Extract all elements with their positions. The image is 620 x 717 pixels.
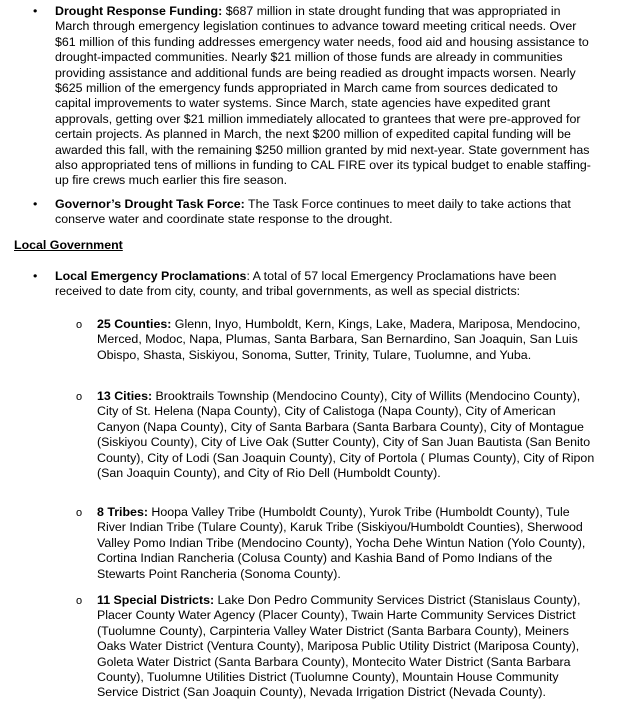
item-title: 8 Tribes: xyxy=(97,505,148,519)
circle-bullet-marker: o xyxy=(76,595,83,607)
item-body: Lake Don Pedro Community Services District (Stanislaus County), Placer County Water Agency (Placer County), Twain Harte Community Services District (Tuolumne County), Carpinteria Valley Water District (Santa Barbara County), Meiners Oaks Water District (Ventura County), Mariposa Public Utility District (Mariposa County), Goleta Water District (Santa Barbara County), Montecito Water District (Santa Barbara County), Tuolumne Utilities District (Tuolumne County), Mountain House Community Service District (San Joaquin County), Nevada Irrigation District (Nevada County). xyxy=(97,593,581,700)
circle-bullet-marker: o xyxy=(76,319,83,331)
bullet-marker: • xyxy=(33,4,38,18)
special-districts-list-item xyxy=(97,593,597,701)
item-title: 11 Special Districts: xyxy=(97,593,215,607)
drought-task-force-item xyxy=(55,197,595,228)
item-title: Drought Response Funding: xyxy=(55,4,223,18)
circle-bullet-marker: o xyxy=(76,391,83,403)
section-heading-local-government: Local Government xyxy=(14,238,123,252)
item-body: Brooktrails Township (Mendocino County), City of Willits (Mendocino County), City of St. Helena (Napa County), City of Calistoga (Napa County), City of American Canyon (Napa County), City of Santa Barbara (Santa Barbara County), City of Montague (Siskiyou County), City of Live Oak (Sutter County), City of San Juan Bautista (San Benito County), City of Lodi (San Joaquin County), City of Portola ( Plumas County), City of Ripon (San Joaquin County), and City of Rio Dell (Humboldt County). xyxy=(97,389,595,481)
counties-list-item xyxy=(97,317,597,363)
item-title: 25 Counties: xyxy=(97,317,172,331)
item-body: $687 million in state drought funding that was appropriated in March through emergency legislation continues to advance toward meeting critical needs. Over $61 million of this funding addresses emergency water needs, food aid and housing assistance to drought-impacted communities. Nearly $21 million of those funds are already in communities providing assistance and additional funds are being readied as drought impacts worsen. Nearly $625 million of the emergency funds appropriated in March came from sources dedicated to capital improvements to water systems. Since March, state agencies have expedited grant approvals, getting over $21 million immediately allocated to grantees that were pre-approved for certain projects. As planned in March, the next $200 million of expedited capital funding will be awarded this fall, with the remaining $250 million granted by mid next-year. State government has also appropriated tens of millions in funding to CAL FIRE over its typical budget to enable staffing-up fire crews much earlier this fire season. xyxy=(55,4,591,188)
drought-response-funding-item xyxy=(55,4,595,189)
tribes-list-item xyxy=(97,505,597,582)
bullet-marker: • xyxy=(33,197,38,211)
item-title: 13 Cities: xyxy=(97,389,153,403)
local-emergency-proclamations-item xyxy=(55,269,595,300)
circle-bullet-marker: o xyxy=(76,507,83,519)
item-body: Hoopa Valley Tribe (Humboldt County), Yurok Tribe (Humboldt County), Tule River Indian Tribe (Tulare County), Karuk Tribe (Siskiyou/Humboldt Counties), Sherwood Valley Pomo Indian Tribe (Mendocino County), Yocha Dehe Wintun Nation (Yolo County), Cortina Indian Rancheria (Colusa County) and Kashia Band of Pomo Indians of the Stewarts Point Rancheria (Sonoma County). xyxy=(97,505,586,581)
item-body: Glenn, Inyo, Humboldt, Kern, Kings, Lake, Madera, Mariposa, Mendocino, Merced, Modoc, Napa, Plumas, Santa Barbara, San Bernardino, San Joaquin, San Luis Obispo, Shasta, Siskiyou, Sonoma, Sutter, Trinity, Tulare, Tuolumne, and Yuba. xyxy=(97,317,581,362)
item-body: : A total of 57 local Emergency Proclamations have been received to date from city, county, and tribal governments, as well as special districts: xyxy=(55,269,557,299)
item-title: Governor’s Drought Task Force: xyxy=(55,197,245,211)
cities-list-item xyxy=(97,389,597,481)
bullet-marker: • xyxy=(33,269,38,283)
item-body: The Task Force continues to meet daily to take actions that conserve water and coordinate state response to the drought. xyxy=(55,197,571,227)
item-title: Local Emergency Proclamations xyxy=(55,269,247,283)
